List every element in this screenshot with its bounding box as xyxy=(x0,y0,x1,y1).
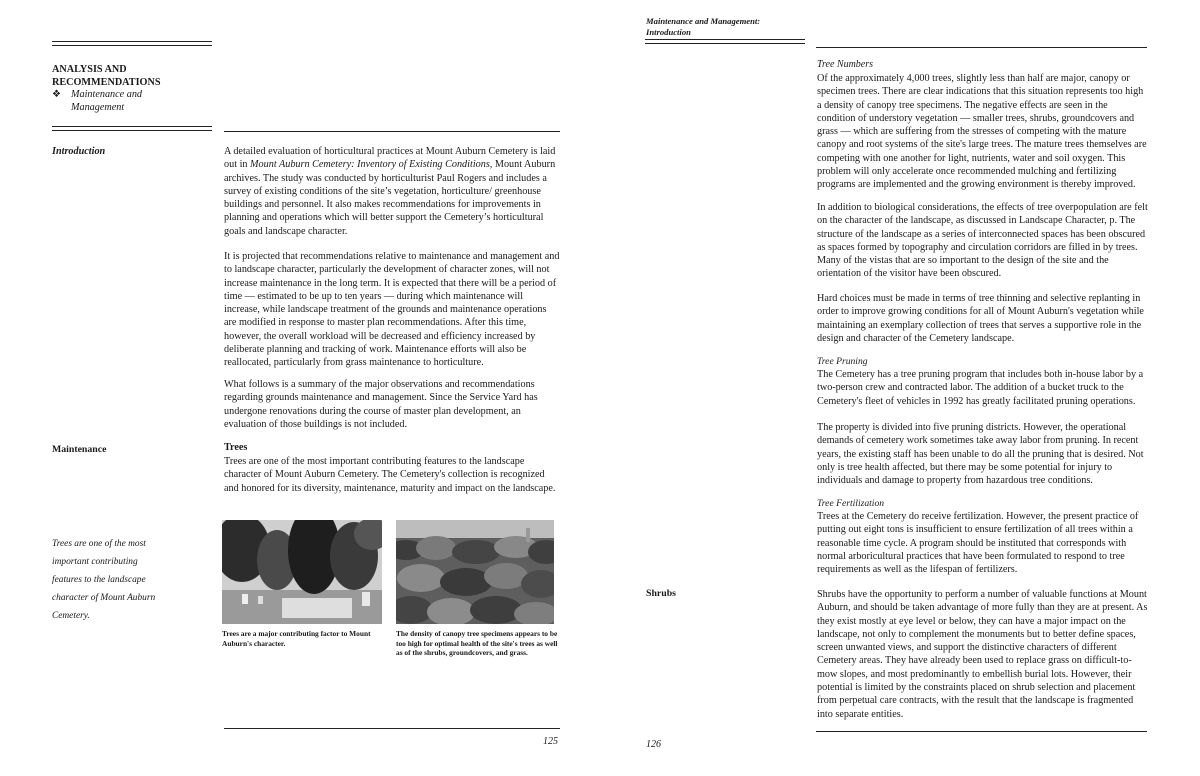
section-heading: ANALYSIS AND RECOMMENDATIONS xyxy=(52,64,161,88)
tree-pruning-heading: Tree Pruning xyxy=(817,356,868,367)
tree-numbers-paragraph-3: Hard choices must be made in terms of tree thinning and selective replanting in order to improve growing conditions for all of Mount Auburn's vegetation while maintaining an exemplary collection of trees that serves a supportive role in the design and character of the Cemetery landscape. xyxy=(817,293,1144,344)
tree-canopy-photo-art xyxy=(396,520,554,624)
pull-quote: Trees are one of the most important contributing features to the landscape character of Mount Auburn Cemetery. xyxy=(52,539,156,621)
left-bottom-rule xyxy=(224,728,560,729)
running-header-line-2: Introduction xyxy=(646,27,691,37)
intro-margin-label: Introduction xyxy=(52,146,106,157)
right-page-number: 126 xyxy=(646,739,661,750)
photo-caption-1: Trees are a major contributing factor to Mount Auburn's character. xyxy=(222,629,371,648)
subsection-heading xyxy=(52,89,212,114)
tree-fertilization-heading: Tree Fertilization xyxy=(817,498,885,509)
tree-pruning-paragraph-2: The property is divided into five pruning districts. However, the operational demands of cemetery work sometimes take away labor from pruning. In recent years, the existing staff has been unable to do all the pruning that is desired. Not only is tree health affected, but there may be some potential for injury to individuals and damage to property from hazardous tree conditions. xyxy=(817,422,1144,487)
photo-caption-2: The density of canopy tree specimens appears to be too high for optimal health of the site's trees as well as of the shrubs, groundcovers, and grass. xyxy=(396,629,558,658)
shrubs-paragraph: Shrubs have the opportunity to perform a number of valuable functions at Mount Auburn, and should be taken advantage of more fully than they are at present. As they exist mostly at eye level or below, they can have a major impact on the landscape, not only to complement the monuments but to better define spaces, screen unwanted views, and support the distinctive characters of different Cemetery areas. They have already been used to replace grass on difficult-to-mow slopes, and most predominantly to embellish burial lots. However, their potential is limited by the constraints placed on shrub selection and placement from perpetual care contracts, with the result that the landscape is fragmented into separate entities. xyxy=(817,589,1148,720)
trees-paragraph: Trees are one of the most important contributing features to the landscape character of Mount Auburn Cemetery. The Cemetery's collection is recognized and honored for its diversity, maintenance, maturity and impact on the landscape. xyxy=(224,456,556,494)
tree-numbers-paragraph-1: Of the approximately 4,000 trees, slightly less than half are major, canopy or specimen trees. There are clear indications that this situation represents too high a density of canopy tree specimens. The negative effects are seen in the condition of understory vegetation — smaller trees, shrubs, groundcovers and grass — which are suffering from the stresses of competing with the mature canopy and root systems of the site's large trees. The mature trees themselves are competing with one another for light, nutrients, water and soil oxygen. This problem will only accelerate once recommended mulching and fertilizing programs are implemented and the growing environment is thereby improved. xyxy=(817,73,1147,191)
left-body-top-rule xyxy=(224,131,560,132)
maintenance-margin-label: Maintenance xyxy=(52,444,107,455)
cemetery-trees-photo xyxy=(222,520,382,624)
running-header xyxy=(646,16,760,38)
shrubs-margin-label: Shrubs xyxy=(646,588,676,599)
tree-numbers-heading: Tree Numbers xyxy=(817,59,874,70)
left-top-double-rule xyxy=(52,41,212,46)
intro-paragraph-3: What follows is a summary of the major observations and recommendations regarding grounds maintenance and management. Since the Service Yard has undergone renovations during the course of master plan development, an evaluation of those buildings is not included. xyxy=(224,379,538,430)
cemetery-trees-photo-art xyxy=(222,520,382,624)
trees-heading: Trees xyxy=(224,442,248,453)
diamond-bullet-icon: ❖ xyxy=(52,89,62,100)
left-page-number: 125 xyxy=(543,736,558,747)
running-header-line-1: Maintenance and Management: xyxy=(646,16,761,26)
right-bottom-rule xyxy=(816,731,1147,732)
right-top-double-rule xyxy=(645,39,805,44)
right-body-top-rule xyxy=(816,47,1147,48)
intro-paragraph-1: A detailed evaluation of horticultural practices at Mount Auburn Cemetery is laid out in Mount Auburn Cemetery: Inventory of Existing Conditions, Mount Auburn archives. The study was conducted by horticulturist Paul Rogers and includes a survey of existing conditions of the site’s vegetation, horticulture/ greenhouse buildings and personnel. It also makes recommendations for improvements in planning and operations which will better support the Cemetery’s horticultural goals and landscape character. xyxy=(224,146,556,237)
left-sub-double-rule xyxy=(52,126,212,131)
tree-canopy-photo xyxy=(396,520,554,624)
tree-fertilization-paragraph: Trees at the Cemetery do receive fertilization. However, the present practice of putting out eight tons is insufficient to ensure fertilization of all trees within a reasonable time cycle. A program should be instituted that corresponds with normal arboricultural practices that have been formulated to respond to tree requirements as well as the lifespan of fertilizers. xyxy=(817,511,1139,576)
tree-pruning-paragraph-1: The Cemetery has a tree pruning program that includes both in-house labor by a two-person crew and contracted labor. The addition of a bucket truck to the Cemetery's fleet of vehicles in 1992 has greatly facilitated pruning operations. xyxy=(817,369,1144,407)
tree-numbers-paragraph-2: In addition to biological considerations, the effects of tree overpopulation are felt on the character of the landscape, as discussed in Landscape Character, p. The structure of the landscape as a series of interconnected spaces has been obscured as spaces formed by topography and circulation corridors are filled in by trees. Many of the vistas that are so important to the design of the site and the orientation of the visitor have been obscured. xyxy=(817,202,1148,280)
subsection-label: Maintenance and Management xyxy=(71,89,143,113)
intro-paragraph-2: It is projected that recommendations relative to maintenance and management and to landscape character, particularly the development of character zones, will not increase maintenance in the long term. It is expected that there will be a period of time — estimated to be up to ten years — during which maintenance will increase, while landscape treatment of the grounds and maintenance operations are modified in response to master plan recommendations. After this time, however, the overall workload will be decreased and efficiency increased by deliberate planning and tracking of work. Maintenance efforts will also be reallocated, particularly from grass maintenance to horticulture. xyxy=(224,251,560,369)
